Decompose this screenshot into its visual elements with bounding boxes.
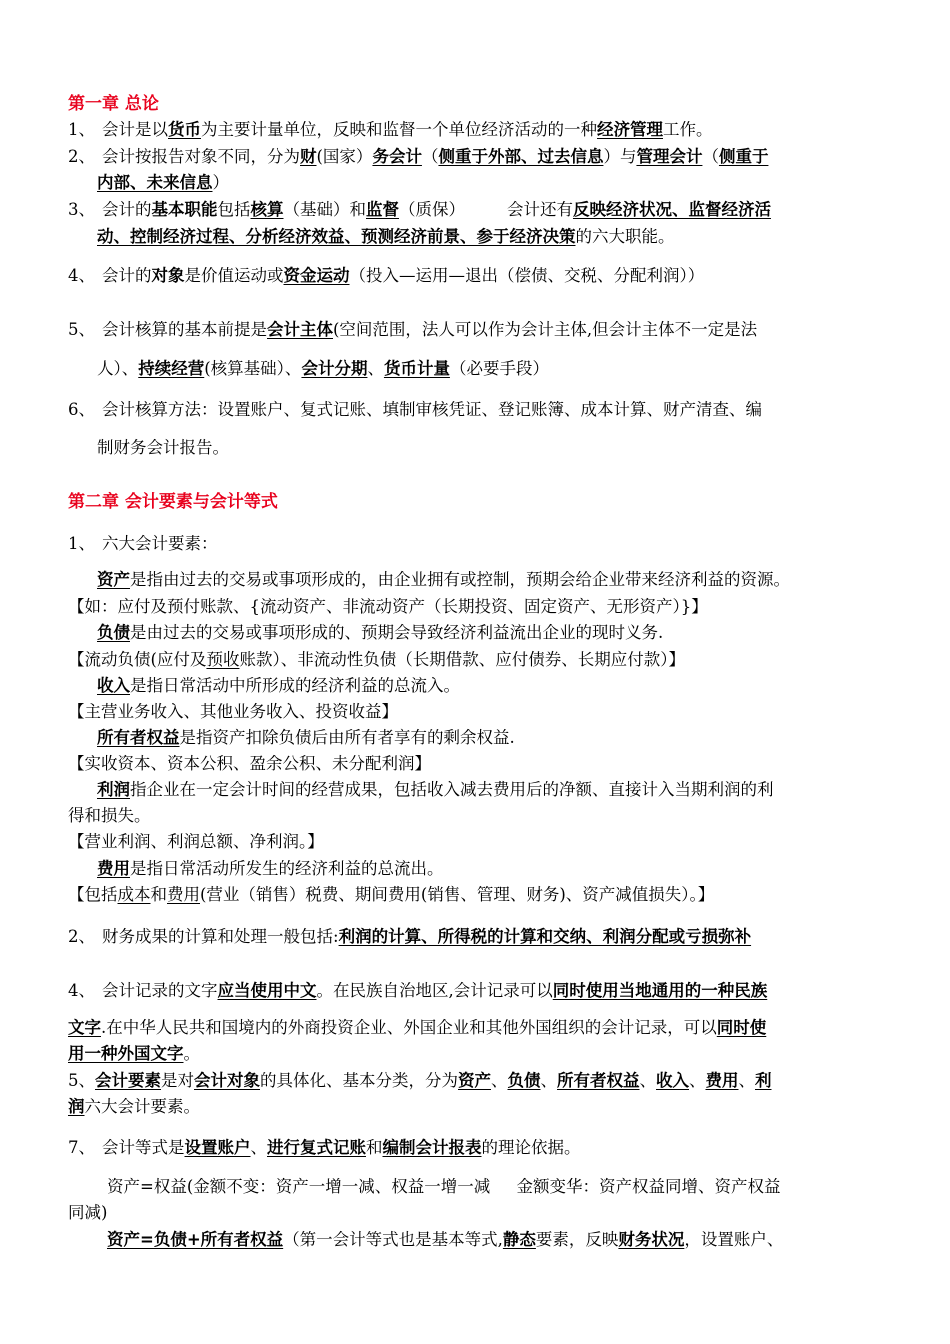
key-term: 持续经营 xyxy=(138,359,205,378)
key-term: 利润的计算、所得税的计算和交纳、利润分配或亏损弥补 xyxy=(338,927,752,946)
text: 是指日常活动所发生的经济利益的总流出。 xyxy=(130,859,444,878)
ch2-item-4-cont2 xyxy=(68,1042,884,1066)
ch1-item-1 xyxy=(68,118,884,142)
key-term: 资产=负债+所有者权益 xyxy=(107,1230,284,1249)
text: (国家） xyxy=(316,147,373,166)
text: .在中华人民共和国境内的外商投资企业、外国企业和其他外国组织的会计记录，可以 xyxy=(101,1018,717,1037)
text: 、 xyxy=(639,1071,656,1090)
key-term: 经济管理 xyxy=(597,120,663,139)
text: 的具体化、基本分类，分为 xyxy=(260,1071,458,1090)
key-term: 费用 xyxy=(705,1071,739,1090)
text: (营业（销售）税费、期间费用(销售、管理、财务)、资产减值损失）。】 xyxy=(200,885,715,904)
key-term: 会计分期 xyxy=(301,359,368,378)
text: 要素，反映 xyxy=(535,1230,619,1249)
key-term: 财务状况 xyxy=(618,1230,685,1249)
key-term: 侧重于 xyxy=(718,147,769,166)
key-term: 文字 xyxy=(68,1018,101,1037)
text: 会计的 xyxy=(102,200,152,219)
text: （基础）和 xyxy=(283,200,366,219)
text: 。在民族自治地区,会计记录可以 xyxy=(316,981,553,1000)
text: 人）、 xyxy=(97,359,139,378)
key-term: 货币 xyxy=(168,120,201,139)
key-term: 会计要素 xyxy=(95,1071,161,1090)
key-term: 反映经济状况、监督经济活 xyxy=(572,200,771,219)
underlined-term: 成本 xyxy=(117,885,151,904)
key-term: 进行复式记账 xyxy=(267,1138,366,1157)
ch2-item-4-cont xyxy=(68,1016,884,1040)
equation-2 xyxy=(107,1228,884,1252)
equation-1-cont: 同减) xyxy=(68,1203,108,1222)
item-number: 3、 xyxy=(68,200,95,219)
element-asset xyxy=(97,568,884,592)
key-term: 所有者权益 xyxy=(557,1071,640,1090)
text: （投入—运用—退出（偿债、交税、分配利润）） xyxy=(349,266,705,285)
text: （ xyxy=(702,147,719,166)
text: 【流动负债(应付及 xyxy=(68,650,207,669)
ch2-item-4 xyxy=(68,979,884,1003)
text: 包括 xyxy=(217,200,251,219)
chapter-2-title: 第二章 会计要素与会计等式 xyxy=(68,492,278,512)
key-term: 核算 xyxy=(250,200,284,219)
text: 、 xyxy=(367,359,384,378)
underlined-term: 预收 xyxy=(206,650,240,669)
text: （ xyxy=(421,147,439,166)
ch1-item-4 xyxy=(68,264,884,288)
element-income xyxy=(97,674,884,698)
key-term: 所有者权益 xyxy=(97,728,180,747)
key-term: 资产 xyxy=(458,1071,491,1090)
ch1-item-2-cont xyxy=(97,171,884,195)
text: 制财务会计报告。 xyxy=(97,438,229,457)
chapter-1-title: 第一章 总论 xyxy=(68,94,159,114)
key-term: 利润 xyxy=(97,780,130,799)
ch2-item-7 xyxy=(68,1136,884,1160)
text: 六大会计要素： xyxy=(102,534,218,553)
element-profit-examples: 【营业利润、利润总额、净利润。】 xyxy=(68,832,324,851)
key-term: 用一种外国文字 xyxy=(68,1044,184,1063)
key-term: 务会计 xyxy=(372,147,422,166)
key-term: 动、控制经济过程、分析经济效益、预测经济前景、参于经济决策 xyxy=(97,227,576,246)
text: 会计按报告对象不同，分为 xyxy=(102,147,300,166)
key-term: 侧重于外部、过去信息 xyxy=(438,147,604,166)
ch1-item-6-cont xyxy=(97,436,884,460)
item-number: 5、 xyxy=(68,1071,95,1090)
item-number: 7、 xyxy=(68,1138,95,1157)
key-term: 同时使用当地通用的一种民族 xyxy=(552,981,768,1000)
text: 【包括 xyxy=(68,885,118,904)
item-number: 4、 xyxy=(68,981,95,1000)
ch2-item-2 xyxy=(68,925,884,949)
text: 资产=权益(金额不变：资产一增一减、权益一增一减 金额变华：资产权益同增、资产权益 xyxy=(107,1177,781,1196)
element-expense xyxy=(97,857,884,881)
text: ，设置账户、 xyxy=(684,1230,784,1249)
element-equity-examples: 【实收资本、资本公积、盈余公积、未分配利润】 xyxy=(68,754,431,773)
key-term: 编制会计报表 xyxy=(382,1138,482,1157)
key-term: 会计主体 xyxy=(267,320,333,339)
ch2-item-1 xyxy=(68,532,884,556)
text: 账款）、非流动性负债（长期借款、应付债券、长期应付款）】 xyxy=(239,650,685,669)
element-equity xyxy=(97,726,884,750)
key-term: 会计对象 xyxy=(194,1071,260,1090)
element-liability xyxy=(97,621,884,645)
key-term: 管理会计 xyxy=(636,147,703,166)
element-expense-examples xyxy=(68,883,884,907)
item-number: 6、 xyxy=(68,400,95,419)
key-term: 负债 xyxy=(507,1071,541,1090)
key-term: 负债 xyxy=(97,623,130,642)
ch1-item-6 xyxy=(68,398,884,422)
text: 工作。 xyxy=(663,120,713,139)
text: （第一会计等式也是基本等式, xyxy=(283,1230,503,1249)
text: 、 xyxy=(491,1071,508,1090)
text: ） xyxy=(212,173,229,192)
ch2-item-5 xyxy=(68,1069,884,1093)
equation-1 xyxy=(107,1175,884,1199)
ch1-item-2 xyxy=(68,145,884,169)
text: 是指由过去的交易或事项形成的，由企业拥有或控制，预期会给企业带来经济利益的资源。 xyxy=(130,570,790,589)
text: 会计核算方法：设置账户、复式记账、填制审核凭证、登记账簿、成本计算、财产清查、编 xyxy=(102,400,762,419)
item-number: 4、 xyxy=(68,266,95,285)
key-term: 利 xyxy=(755,1071,772,1090)
ch2-item-5-cont xyxy=(68,1095,884,1119)
text: 是指日常活动中所形成的经济利益的总流入。 xyxy=(130,676,460,695)
item-number: 1、 xyxy=(68,120,95,139)
element-profit xyxy=(97,778,884,802)
key-term: 货币计量 xyxy=(383,359,450,378)
text: ）与 xyxy=(603,147,637,166)
key-term: 设置账户 xyxy=(184,1138,251,1157)
text: 是指资产扣除负债后由所有者享有的剩余权益. xyxy=(179,728,515,747)
text: 的理论依据。 xyxy=(481,1138,581,1157)
text: 是由过去的交易或事项形成的、预期会导致经济利益流出企业的现时义务. xyxy=(130,623,664,642)
key-term: 财 xyxy=(300,147,317,166)
key-term: 收入 xyxy=(97,676,130,695)
key-term: 资金运动 xyxy=(283,266,350,285)
text: 为主要计量单位，反映和监督一个单位经济活动的一种 xyxy=(201,120,597,139)
text: 会计核算的基本前提是 xyxy=(102,320,267,339)
key-term: 资产 xyxy=(97,570,130,589)
ch1-item-5 xyxy=(68,318,884,342)
underlined-term: 费用 xyxy=(167,885,200,904)
key-term: 基本职能 xyxy=(151,200,218,219)
text: 和 xyxy=(366,1138,383,1157)
element-income-examples: 【主营业务收入、其他业务收入、投资收益】 xyxy=(68,702,398,721)
text: 、 xyxy=(250,1138,267,1157)
key-term: 润 xyxy=(68,1097,85,1116)
text: 六大会计要素。 xyxy=(84,1097,200,1116)
item-number: 2、 xyxy=(68,147,95,166)
text: （质保） 会计还有 xyxy=(399,200,573,219)
ch1-item-5-cont xyxy=(97,357,884,381)
key-term: 监督 xyxy=(366,200,399,219)
text: 、 xyxy=(738,1071,755,1090)
text: 是价值运动或 xyxy=(184,266,284,285)
element-profit-cont: 得和损失。 xyxy=(68,806,151,825)
text: 会计是以 xyxy=(102,120,168,139)
text: 会计记录的文字 xyxy=(102,981,218,1000)
text: 会计的 xyxy=(102,266,152,285)
element-liability-examples xyxy=(68,648,884,672)
text: 是对 xyxy=(161,1071,194,1090)
key-term: 费用 xyxy=(97,859,130,878)
key-term: 对象 xyxy=(151,266,185,285)
key-term: 收入 xyxy=(656,1071,689,1090)
key-term: 内部、未来信息 xyxy=(97,173,213,192)
text: 财务成果的计算和处理一般包括: xyxy=(102,927,339,946)
key-term: 同时使 xyxy=(716,1018,767,1037)
key-term: 应当使用中文 xyxy=(217,981,317,1000)
text: 的六大职能。 xyxy=(575,227,675,246)
text: 。 xyxy=(183,1044,200,1063)
text: (空间范围，法人可以作为会计主体,但会计主体不一定是法 xyxy=(333,320,758,339)
ch1-item-3 xyxy=(68,198,884,222)
text: 、 xyxy=(689,1071,706,1090)
ch1-item-3-cont xyxy=(97,225,884,249)
item-number: 2、 xyxy=(68,927,95,946)
text: 、 xyxy=(540,1071,557,1090)
item-number: 1、 xyxy=(68,534,95,553)
text: (核算基础）、 xyxy=(204,359,302,378)
text: （必要手段） xyxy=(449,359,549,378)
text: 指企业在一定会计时间的经营成果，包括收入减去费用后的净额、直接计入当期利润的利 xyxy=(130,780,774,799)
item-number: 5、 xyxy=(68,320,95,339)
element-asset-examples: 【如：应付及预付账款、{流动资产、非流动资产（长期投资、固定资产、无形资产）}】 xyxy=(68,597,708,616)
text: 会计等式是 xyxy=(102,1138,185,1157)
key-term: 静态 xyxy=(502,1230,536,1249)
text: 和 xyxy=(150,885,167,904)
